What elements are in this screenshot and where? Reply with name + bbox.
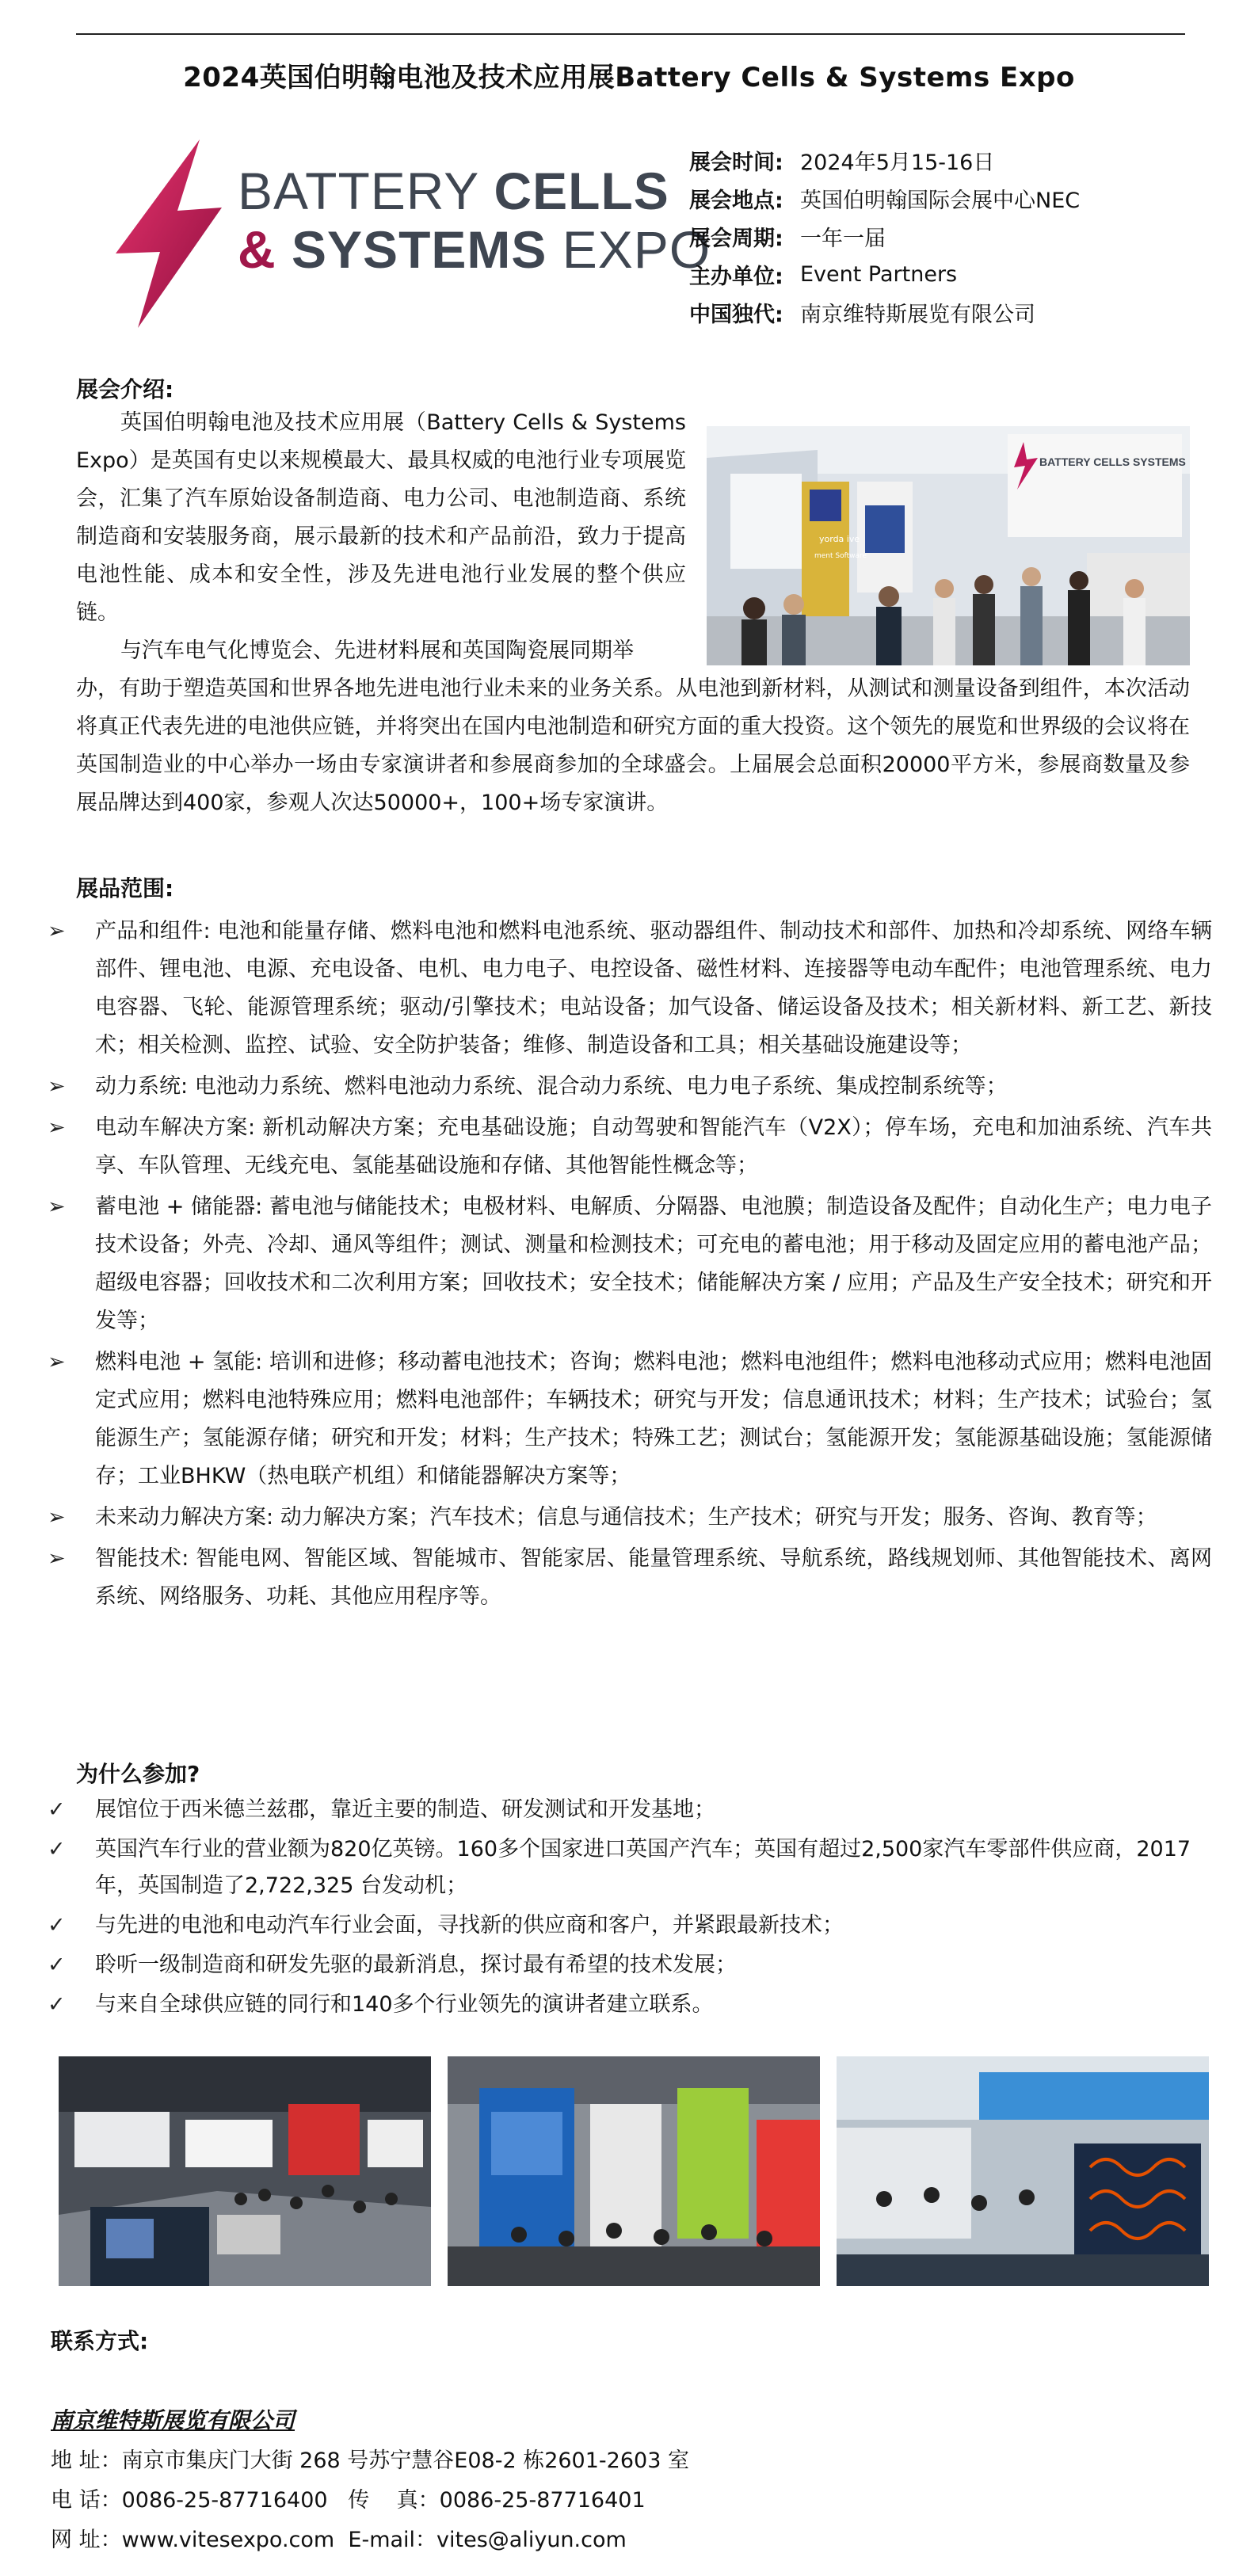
info-value: 英国伯明翰国际会展中心NEC <box>800 188 1081 213</box>
checkmark-icon: ✓ <box>48 1913 66 1938</box>
info-row-date <box>689 141 1212 179</box>
scope-text: 电池和能量存储、燃料电池和燃料电池系统、驱动器组件、制动技术和部件、加热和冷却系统、网络车辆部件、锂电池、电源、充电设备、电机、电力电子、电控设备、磁性材料、连接器等电动车配件；电池管理系统、电力电容器、飞轮、能源管理系统；驱动/引擎技术；电站设备；加气设备、储运设备及技术；相关新材料、新工艺、新技术；相关检测、监控、试验、安全防护装备；维修、制造设备和工具；相关基础设施建设等； <box>95 919 1212 1057</box>
logo-line-2 <box>238 220 711 282</box>
logo-ampersand: & <box>238 220 292 279</box>
checkmark-icon: ✓ <box>48 1953 66 1977</box>
list-item <box>48 1540 1212 1616</box>
hall-photo-illustration <box>707 426 1190 665</box>
list-item <box>48 1831 1212 1904</box>
top-rule <box>76 33 1185 35</box>
info-key: 展会地点: <box>689 188 783 213</box>
logo-word-battery: BATTERY <box>238 162 494 220</box>
scope-category: 产品和组件: <box>95 919 218 943</box>
list-item <box>48 913 1212 1065</box>
page-title: 2024英国伯明翰电池及技术应用展Battery Cells & Systems Expo <box>183 62 1075 93</box>
list-item <box>48 1987 1212 2023</box>
arrow-bullet-icon: ➢ <box>48 1505 66 1530</box>
why-list <box>48 1792 1212 2026</box>
list-item <box>48 1109 1212 1185</box>
info-row-organizer <box>689 255 1212 293</box>
checkmark-icon: ✓ <box>48 1797 66 1822</box>
info-key: 展会周期: <box>689 226 783 251</box>
booth-sign-subtext: ment Software <box>814 552 867 560</box>
info-value: 2024年5月15-16日 <box>800 150 995 175</box>
scope-category: 燃料电池 + 氢能: <box>95 1350 269 1374</box>
info-value: 一年一届 <box>800 226 886 251</box>
info-row-venue <box>689 179 1212 217</box>
contact-web[interactable]: 网 址：www.vitesexpo.com E-mail：vites@aliyun.com <box>51 2528 627 2552</box>
info-row-agent <box>689 293 1212 331</box>
contact-address: 地 址：南京市集庆门大街 268 号苏宁慧谷E08-2 栋2601-2603 室 <box>51 2448 689 2473</box>
expo-logo <box>111 135 711 333</box>
logo-word-systems: SYSTEMS <box>292 220 562 279</box>
logo-word-expo: EXPO <box>562 220 711 279</box>
arrow-bullet-icon: ➢ <box>48 1074 66 1099</box>
info-value: Event Partners <box>800 261 958 287</box>
checkmark-icon: ✓ <box>48 1837 66 1862</box>
scope-category: 智能技术: <box>95 1546 196 1571</box>
arrow-bullet-icon: ➢ <box>48 1195 66 1219</box>
exhibition-hall-photo <box>707 426 1190 665</box>
list-item <box>48 1068 1212 1106</box>
why-text: 与先进的电池和电动汽车行业会面，寻找新的供应商和客户，并紧跟最新技术； <box>95 1913 844 1938</box>
intro-heading: 展会介绍: <box>76 376 174 402</box>
exhibition-photo-2 <box>448 2056 820 2286</box>
list-item <box>48 1907 1212 1944</box>
info-key: 展会时间: <box>689 150 783 175</box>
list-item <box>48 1792 1212 1828</box>
logo-line-1 <box>238 162 711 223</box>
list-item <box>48 1947 1212 1983</box>
why-text: 展馆位于西米德兰兹郡，靠近主要的制造、研发测试和开发基地； <box>95 1797 715 1822</box>
exhibition-photo-1 <box>59 2056 431 2286</box>
logo-wordmark <box>238 162 711 282</box>
intro-paragraph-2a: 与汽车电气化博览会、先进材料展和英国陶瓷展同期举 <box>120 638 634 663</box>
event-info <box>689 141 1212 331</box>
intro-paragraph-2b: 办，有助于塑造英国和世界各地先进电池行业未来的业务关系。从电池到新材料，从测试和测量设备到组件，本次活动将真正代表先进的电池供应链，并将突出在国内电池制造和研究方面的重大投资。这个领先的展览和世界级的会议将在英国制造业的中心举办一场由专家演讲者和参展商参加的全球盛会。上届展会总面积20000平方米，参展商数量及参展品牌达到400家，参观人次达50000+，100+场专家演讲。 <box>76 676 1190 815</box>
info-key: 中国独代: <box>689 302 783 327</box>
info-value: 南京维特斯展览有限公司 <box>800 302 1035 327</box>
lightning-bolt-icon <box>111 135 230 333</box>
arrow-bullet-icon: ➢ <box>48 1115 66 1140</box>
photo-strip <box>59 2056 1209 2286</box>
corner-sign-text: BATTERY CELLS SYSTEMS <box>1039 455 1186 468</box>
contact-heading: 联系方式: <box>51 2328 149 2354</box>
contact-phone: 电 话：0086-25-87716400 传 真：0086-25-87716401 <box>51 2488 646 2513</box>
intro-paragraph-1: 英国伯明翰电池及技术应用展（Battery Cells & Systems Expo）是英国有史以来规模最大、最具权威的电池行业专项展览会，汇集了汽车原始设备制造商、电力公司、电池制造商、系统制造商和安装服务商，展示最新的技术和产品前沿，致力于提高电池性能、成本和安全性，涉及先进电池行业发展的整个供应链。 <box>76 410 686 625</box>
scope-text: 新机动解决方案；充电基础设施；自动驾驶和智能汽车（V2X）；停车场，充电和加油系统、汽车共享、车队管理、无线充电、氢能基础设施和存储、其他智能性概念等； <box>95 1115 1212 1178</box>
booth-sign-text: yorda ive <box>819 534 860 544</box>
scope-text: 动力解决方案；汽车技术；信息与通信技术；生产技术；研究与开发；服务、咨询、教育等； <box>280 1505 1157 1530</box>
scope-text: 电池动力系统、燃料电池动力系统、混合动力系统、电力电子系统、集成控制系统等； <box>194 1074 1008 1099</box>
scope-category: 未来动力解决方案: <box>95 1505 280 1530</box>
info-row-cycle <box>689 217 1212 255</box>
scope-text: 智能电网、智能区域、智能城市、智能家居、能量管理系统、导航系统，路线规划师、其他智能技术、离网系统、网络服务、功耗、其他应用程序等。 <box>95 1546 1212 1609</box>
info-key: 主办单位: <box>689 264 783 289</box>
list-item <box>48 1499 1212 1537</box>
arrow-bullet-icon: ➢ <box>48 919 66 943</box>
arrow-bullet-icon: ➢ <box>48 1350 66 1374</box>
list-item <box>48 1343 1212 1496</box>
why-text: 聆听一级制造商和研发先驱的最新消息，探讨最有希望的技术发展； <box>95 1953 737 1977</box>
why-text: 英国汽车行业的营业额为820亿英镑。160多个国家进口英国产汽车；英国有超过2,500家汽车零部件供应商，2017年，英国制造了2,722,325 台发动机； <box>95 1837 1191 1898</box>
scope-category: 电动车解决方案: <box>95 1115 263 1140</box>
scope-heading: 展品范围: <box>76 875 174 901</box>
scope-text: 培训和进修；移动蓄电池技术；咨询；燃料电池；燃料电池组件；燃料电池移动式应用；燃料电池固定式应用；燃料电池特殊应用；燃料电池部件；车辆技术；研究与开发；信息通讯技术；材料；生产技术；试验台；氢能源生产；氢能源存储；研究和开发；材料；生产技术；特殊工艺；测试台；氢能源开发；氢能源基础设施；氢能源储存；工业BHKW（热电联产机组）和储能器解决方案等； <box>95 1350 1212 1488</box>
why-heading: 为什么参加? <box>76 1761 200 1787</box>
exhibition-photo-3 <box>837 2056 1209 2286</box>
logo-word-cells: CELLS <box>494 162 669 220</box>
why-text: 与来自全球供应链的同行和140多个行业领先的演讲者建立联系。 <box>95 1992 714 2017</box>
scope-text: 蓄电池与储能技术；电极材料、电解质、分隔器、电池膜；制造设备及配件；自动化生产；电力电子技术设备；外壳、冷却、通风等组件；测试、测量和检测技术；可充电的蓄电池；用于移动及固定应用的蓄电池产品；超级电容器；回收技术和二次利用方案；回收技术；安全技术；储能解决方案 / 应用；产品及生产安全技术；研究和开发等； <box>95 1195 1212 1333</box>
list-item <box>48 1188 1212 1340</box>
company-name: 南京维特斯展览有限公司 <box>51 2407 295 2433</box>
scope-category: 动力系统: <box>95 1074 195 1099</box>
arrow-bullet-icon: ➢ <box>48 1546 66 1571</box>
checkmark-icon: ✓ <box>48 1992 66 2017</box>
scope-category: 蓄电池 + 储能器: <box>95 1195 269 1219</box>
scope-list <box>48 913 1212 1619</box>
